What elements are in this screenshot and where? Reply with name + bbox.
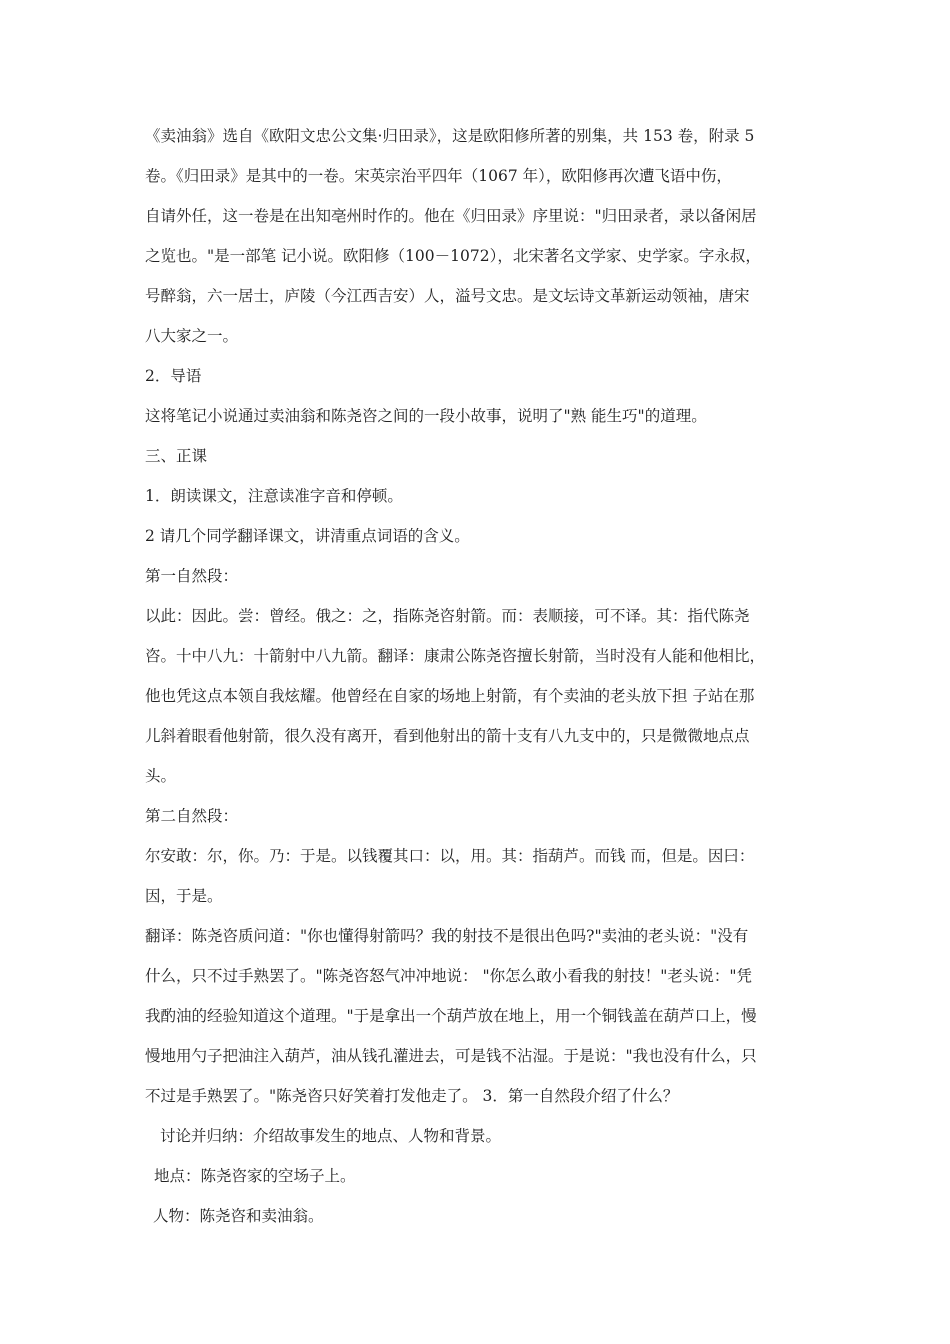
- text-line: 尔安敢：尔，你。乃：于是。以钱覆其口：以，用。其：指葫芦。而钱 而，但是。因曰：: [145, 847, 755, 865]
- section-heading: 2．导语: [145, 367, 202, 385]
- text-line: 2 请几个同学翻译课文，讲清重点词语的含义。: [145, 527, 470, 545]
- text-line: 《卖油翁》选自《欧阳文忠公文集·归田录》，这是欧阳修所著的别集，共 153 卷，附录 5: [145, 127, 755, 145]
- text-line: 慢地用勺子把油注入葫芦，油从钱孔灌进去，可是钱不沾湿。于是说："我也没有什么，只: [145, 1047, 757, 1065]
- text-line: 他也凭这点本领自我炫耀。他曾经在自家的场地上射箭，有个卖油的老头放下担 子站在那: [145, 687, 755, 705]
- text-line: 人物：陈尧咨和卖油翁。: [153, 1207, 324, 1225]
- text-line: 因，于是。: [145, 887, 223, 905]
- section-heading: 三、正课: [145, 447, 208, 465]
- text-line: 不过是手熟罢了。"陈尧咨只好笑着打发他走了。 3．第一自然段介绍了什么？: [145, 1087, 679, 1105]
- document-body: [145, 124, 810, 1244]
- text-line: 之览也。"是一部笔 记小说。欧阳修（100－1072），北宋著名文学家、史学家。字永叔，: [145, 247, 761, 265]
- text-line: 号醉翁，六一居士，庐陵（今江西吉安）人，溢号文忠。是文坛诗文革新运动领袖，唐宋: [145, 287, 750, 305]
- text-line: 八大家之一。: [145, 327, 239, 345]
- text-line: 头。: [145, 767, 177, 785]
- text-line: 以此：因此。尝：曾经。俄之：之，指陈尧咨射箭。而：表顺接，可不译。其：指代陈尧: [145, 607, 750, 625]
- text-line: 卷。《归田录》是其中的一卷。宋英宗治平四年（1067 年），欧阳修再次遭飞语中伤，: [145, 167, 732, 185]
- text-line: 讨论并归纳：介绍故事发生的地点、人物和背景。: [160, 1127, 502, 1145]
- text-line: 自请外任，这一卷是在出知亳州时作的。他在《归田录》序里说："归田录者，录以备闲居: [145, 207, 757, 225]
- subheading: 第二自然段：: [145, 807, 239, 825]
- text-line: 翻译：陈尧咨质问道："你也懂得射箭吗？我的射技不是很出色吗?"卖油的老头说："没有: [145, 927, 749, 945]
- text-line: 儿斜着眼看他射箭，很久没有离开，看到他射出的箭十支有八九支中的，只是微微地点点: [145, 727, 750, 745]
- text-line: 咨。十中八九：十箭射中八九箭。翻译：康肃公陈尧咨擅长射箭，当时没有人能和他相比，: [145, 647, 766, 665]
- text-line: 1．朗读课文，注意读准字音和停顿。: [145, 487, 403, 505]
- text-line: 什么，只不过手熟罢了。"陈尧咨怒气冲冲地说： "你怎么敢小看我的射技！"老头说："凭: [145, 967, 752, 985]
- text-line: 地点：陈尧咨家的空场子上。: [154, 1167, 356, 1185]
- text-line: 这将笔记小说通过卖油翁和陈尧咨之间的一段小故事，说明了"熟 能生巧"的道理。: [145, 407, 707, 425]
- text-line: 我酌油的经验知道这个道理。"于是拿出一个葫芦放在地上，用一个铜钱盖在葫芦口上，慢: [145, 1007, 757, 1025]
- subheading: 第一自然段：: [145, 567, 239, 585]
